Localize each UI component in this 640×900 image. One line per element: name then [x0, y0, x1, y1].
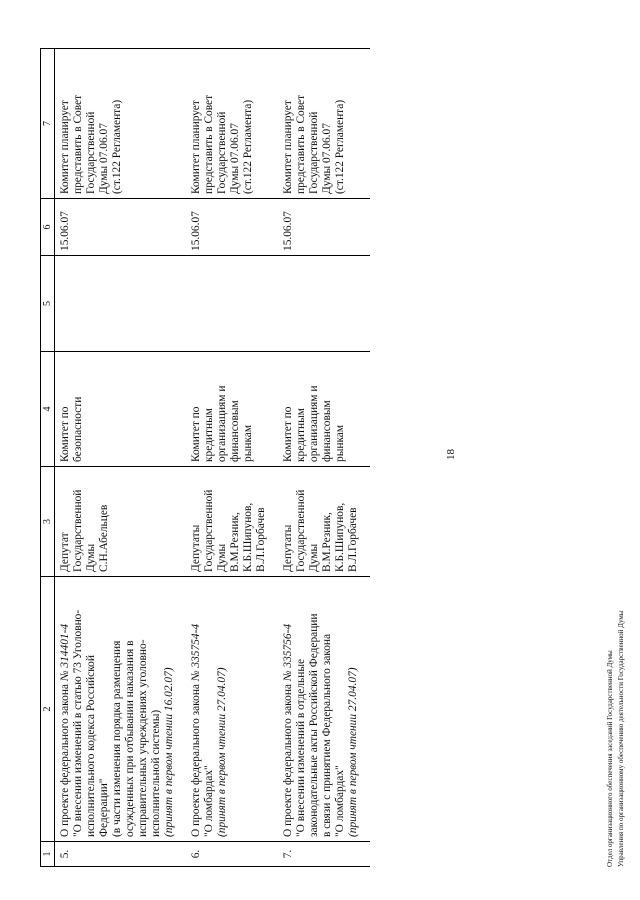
col-header-6: 6: [41, 199, 55, 256]
action-line: представить в Совет: [203, 94, 215, 194]
action-line: Комитет планирует: [282, 100, 294, 194]
title-line: (в части изменения порядка размещения: [111, 640, 123, 837]
committee-line: рынкам: [242, 424, 254, 462]
table-row: [186, 49, 278, 867]
reading-note: (принят в первом чтении 27.04.07): [216, 667, 228, 837]
action-line: Государственной: [308, 111, 320, 194]
committee-line: Комитет по: [190, 406, 202, 462]
committee-line: организациям и: [216, 385, 228, 462]
title-line: "О ломбардах": [334, 765, 346, 837]
title-line: исправительных учреждениях уголовно-: [137, 639, 149, 837]
action-line: Комитет планирует: [59, 100, 71, 194]
initiator: [186, 467, 278, 577]
bill-number: № 314401-4: [59, 623, 71, 682]
footer-line-2: Управления по организационному обеспечению деятельности Государственной Думы: [617, 610, 625, 867]
committee-line: организациям и: [308, 385, 320, 462]
table-row: [55, 49, 187, 867]
col-header-3: 3: [41, 467, 55, 577]
schedule-table: [40, 48, 370, 867]
reading-note: (принят в первом чтении 16.02.07): [163, 667, 175, 837]
committee-line: рынкам: [334, 424, 346, 462]
title-line: исполнительного кодекса Российской: [85, 655, 97, 837]
action-line: (ст.122 Регламента): [334, 99, 346, 194]
action-line: (ст.122 Регламента): [242, 99, 254, 194]
committee-line: финансовым: [321, 400, 333, 462]
committee-line: безопасности: [72, 396, 84, 462]
title-line: "О внесении изменений в статью 73 Уголовно-: [72, 609, 84, 837]
committee: [55, 352, 187, 467]
row-number: 7.: [278, 842, 370, 867]
initiator-line: С.Н.Абельцев: [98, 504, 110, 572]
table-row: [278, 49, 370, 867]
row-number: 5.: [55, 842, 187, 867]
initiator-line: К.Б.Шипунов,: [242, 502, 254, 572]
committee-line: Комитет по: [282, 406, 294, 462]
title-line: Федерации": [98, 778, 110, 837]
action-line: Думы 07.06.07: [98, 123, 110, 194]
col-header-7: 7: [41, 49, 55, 199]
initiator-line: К.Б.Шипунов,: [334, 502, 346, 572]
committee-line: финансовым: [229, 400, 241, 462]
title-prefix: О проекте федерального закона: [59, 681, 71, 837]
bill-number: № 335756-4: [282, 623, 294, 682]
action-cell: [186, 49, 278, 199]
action-line: Думы 07.06.07: [321, 123, 333, 194]
col-header-2: 2: [41, 577, 55, 842]
initiator-line: В.М.Резник,: [229, 512, 241, 572]
action-line: Государственной: [216, 111, 228, 194]
title-line: "О внесении изменений в отдельные: [295, 658, 307, 837]
bill-number: № 335754-4: [190, 623, 202, 682]
action-line: Думы 07.06.07: [229, 123, 241, 194]
title-line: законодательные акты Российской Федерации: [308, 613, 320, 837]
committee-line: кредитным: [203, 408, 215, 462]
initiator-line: Депутаты: [190, 524, 202, 572]
header-row: [41, 49, 55, 867]
col5-cell: [55, 256, 187, 352]
action-line: (ст.122 Регламента): [111, 99, 123, 194]
initiator-line: Думы: [85, 543, 97, 572]
page-number: 18: [445, 449, 457, 460]
initiator-line: Депутат: [59, 532, 71, 572]
action-cell: [278, 49, 370, 199]
title-line: в связи с принятием Федерального закона: [321, 633, 333, 837]
initiator-line: Думы: [308, 543, 320, 572]
footer-line-1: Отдел организационного обеспечения заседаний Государственной Думы: [606, 650, 614, 867]
initiator-line: В.Л.Горбачев: [347, 507, 359, 572]
action-cell: [55, 49, 187, 199]
title-line: "О ломбардах": [203, 765, 215, 837]
col-header-1: 1: [41, 842, 55, 867]
col-header-5: 5: [41, 256, 55, 352]
initiator-line: Государственной: [295, 489, 307, 572]
initiator: [55, 467, 187, 577]
bill-title: [55, 577, 187, 842]
action-line: представить в Совет: [72, 94, 84, 194]
bill-title: [186, 577, 278, 842]
initiator-line: Государственной: [203, 489, 215, 572]
bill-title: [278, 577, 370, 842]
date-cell: 15.06.07: [278, 199, 370, 256]
col5-cell: [186, 256, 278, 352]
initiator: [278, 467, 370, 577]
action-line: Государственной: [85, 111, 97, 194]
committee-line: Комитет по: [59, 406, 71, 462]
date-cell: 15.06.07: [186, 199, 278, 256]
action-line: Комитет планирует: [190, 100, 202, 194]
committee: [278, 352, 370, 467]
row-number: 6.: [186, 842, 278, 867]
committee-line: кредитным: [295, 408, 307, 462]
title-prefix: О проекте федерального закона: [282, 681, 294, 837]
title-prefix: О проекте федерального закона: [190, 681, 202, 837]
initiator-line: Депутаты: [282, 524, 294, 572]
initiator-line: Государственной: [72, 489, 84, 572]
action-line: представить в Совет: [295, 94, 307, 194]
committee: [186, 352, 278, 467]
initiator-line: Думы: [216, 543, 228, 572]
col-header-4: 4: [41, 352, 55, 467]
title-line: осужденных при отбывании наказания в: [124, 640, 136, 837]
date-cell: 15.06.07: [55, 199, 187, 256]
initiator-line: В.Л.Горбачев: [255, 507, 267, 572]
reading-note: (принят в первом чтении 27.04.07): [347, 667, 359, 837]
title-line: исполнительной системы): [150, 709, 162, 837]
col5-cell: [278, 256, 370, 352]
initiator-line: В.М.Резник,: [321, 512, 333, 572]
